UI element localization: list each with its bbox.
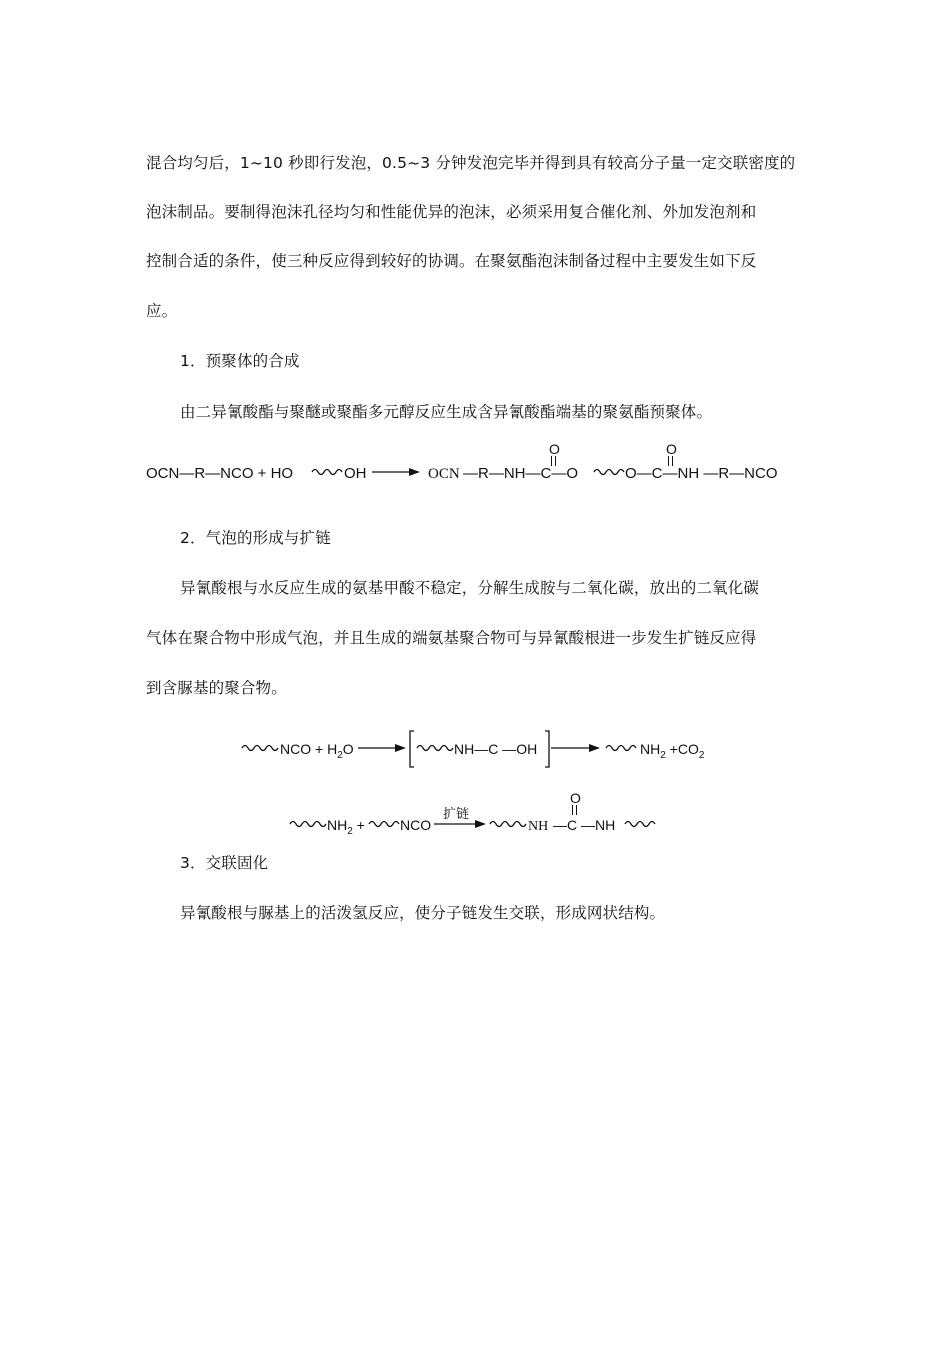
- polymer-chain-wave: [369, 822, 399, 827]
- eq3-reactant2: NCO: [400, 817, 432, 833]
- section-heading-1: 1．预聚体的合成: [180, 352, 300, 370]
- eq2-product: $NH_2 +CO_2$: [640, 741, 705, 761]
- paragraph-line: 混合均匀后，1~10 秒即行发泡，0.5~3 分钟发泡完毕并得到具有较高分子量一定交联密度的: [146, 154, 796, 172]
- paragraph-line: 异氰酸根与脲基上的活泼氢反应，使分子链发生交联，形成网状结构。: [180, 904, 666, 922]
- carbonyl-oxygen: O: [549, 441, 560, 457]
- polymer-chain-wave: [290, 822, 326, 827]
- eq1-left: OCN—R—NCO + HO: [146, 465, 294, 482]
- eq1-left-oh: OH: [344, 465, 367, 482]
- polymer-chain-wave: [625, 822, 655, 827]
- paragraph-line: 控制合适的条件，使三种反应得到较好的协调。在聚氨酯泡沫制备过程中主要发生如下反: [146, 252, 757, 270]
- paragraph-line: 异氰酸根与水反应生成的氨基甲酸不稳定，分解生成胺与二氧化碳，放出的二氧化碳: [180, 579, 760, 597]
- arrow-label: 扩链: [443, 806, 470, 821]
- arrowhead: [475, 820, 486, 828]
- carbonyl-oxygen: O: [570, 790, 581, 806]
- paragraph-line: 泡沫制品。要制得泡沫孔径均匀和性能优异的泡沫，必须采用复合催化剂、外加发泡剂和: [146, 203, 757, 221]
- eq3-product-nh: NH: [528, 819, 549, 834]
- eq3-product-mid: —C —NH: [553, 817, 616, 833]
- eq2-intermediate: NH—C —OH: [454, 741, 538, 757]
- section-heading-2: 2．气泡的形成与扩链: [180, 529, 331, 547]
- eq1-right-start: OCN: [428, 466, 460, 482]
- eq1-right-mid: —R—NH—C—O: [463, 465, 578, 482]
- paragraph-line: 气体在聚合物中形成气泡，并且生成的端氨基聚合物可与异氰酸根进一步发生扩链反应得: [146, 629, 757, 647]
- paragraph-line: 由二异氰酸酯与聚醚或聚酯多元醇反应生成含异氰酸酯端基的聚氨酯预聚体。: [180, 403, 713, 421]
- polymer-chain-wave: [490, 822, 526, 827]
- eq2-reactant: NCO + $H_2O$: [280, 741, 354, 761]
- paragraph-line: 到含脲基的聚合物。: [146, 679, 287, 697]
- eq3-reactant: $NH_2$ +: [327, 817, 365, 837]
- eq1-right-o: O—C—NH —R—NCO: [625, 465, 778, 482]
- section-heading-3: 3．交联固化: [180, 854, 269, 872]
- paragraph-line: 应。: [146, 302, 178, 320]
- carbonyl-oxygen: O: [666, 441, 677, 457]
